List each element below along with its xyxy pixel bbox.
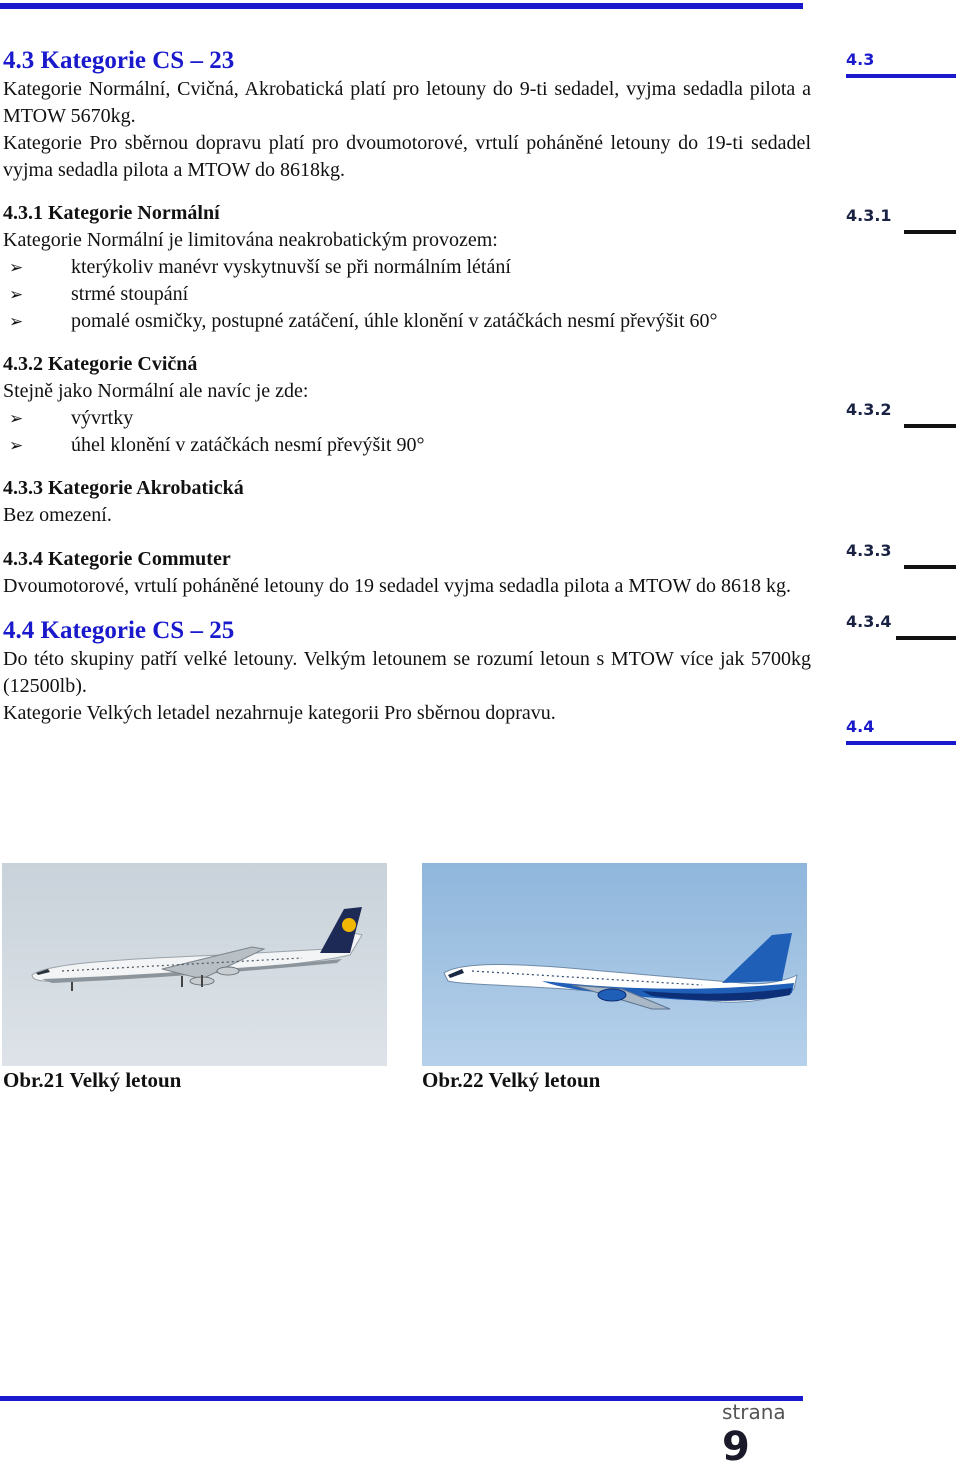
- airplane-photo-2: [422, 863, 807, 1066]
- section-4-3-para-2: Kategorie Pro sběrnou dopravu platí pro dvoumotorové, vrtulí poháněné letouny do 19-ti sedadel vyjma sedadla pilota a MTOW do 8618kg.: [3, 132, 811, 181]
- figure-22-image: [422, 863, 807, 1066]
- arrow-bullet-icon: ➢: [9, 312, 24, 331]
- list-item: ➢ vývrtky: [3, 405, 811, 432]
- list-item: ➢ kterýkoliv manévr vyskytnuvší se při normálním létání: [3, 254, 811, 281]
- section-4-3-2-intro: Stejně jako Normální ale navíc je zde:: [3, 380, 309, 402]
- section-heading-4-3: 4.3 Kategorie CS – 23: [3, 47, 235, 74]
- section-4-3-1-intro: Kategorie Normální je limitována neakrobatickým provozem:: [3, 229, 498, 251]
- figure-21-caption: Obr.21 Velký letoun: [3, 1068, 182, 1092]
- top-rule: [0, 3, 803, 9]
- list-item: ➢ strmé stoupání: [3, 281, 811, 308]
- arrow-bullet-icon: ➢: [9, 409, 24, 428]
- main-content: [3, 46, 811, 727]
- section-4-4-para-2: Kategorie Velkých letadel nezahrnuje kategorii Pro sběrnou dopravu.: [3, 702, 556, 724]
- section-4-4-para-1: Do této skupiny patří velké letouny. Velkým letounem se rozumí letoun s MTOW více jak 5700kg (12500lb).: [3, 648, 811, 697]
- arrow-bullet-icon: ➢: [9, 285, 24, 304]
- sidebar-marker-4-3: 4.3: [846, 50, 956, 78]
- airplane-photo-1: [2, 863, 387, 1066]
- list-item: ➢ pomalé osmičky, postupné zatáčení, úhle klonění v zatáčkách nesmí převýšit 60°: [3, 308, 811, 335]
- section-4-3-4-text: Dvoumotorové, vrtulí poháněné letouny do 19 sedadel vyjma sedadla pilota a MTOW do 8618 kg.: [3, 575, 791, 597]
- section-heading-4-4: 4.4 Kategorie CS – 25: [3, 617, 235, 644]
- sidebar-marker-4-3-3: 4.3.3: [846, 541, 956, 569]
- section-heading-4-3-1: 4.3.1 Kategorie Normální: [3, 202, 220, 224]
- section-heading-4-3-4: 4.3.4 Kategorie Commuter: [3, 548, 231, 570]
- section-4-3-para-1: Kategorie Normální, Cvičná, Akrobatická platí pro letouny do 9-ti sedadel, vyjma sedadla pilota a MTOW 5670kg.: [3, 78, 811, 127]
- list-item: ➢ úhel klonění v zatáčkách nesmí převýšit 90°: [3, 432, 811, 459]
- footer-rule: [0, 1396, 803, 1401]
- figure-22-caption: Obr.22 Velký letoun: [422, 1068, 601, 1092]
- sidebar-marker-4-4: 4.4: [846, 717, 956, 745]
- sidebar-marker-4-3-1: 4.3.1: [846, 206, 956, 234]
- section-4-3-1-list: [3, 254, 811, 335]
- page-number: 9: [722, 1424, 750, 1470]
- section-4-3-3-text: Bez omezení.: [3, 504, 112, 526]
- arrow-bullet-icon: ➢: [9, 436, 24, 455]
- arrow-bullet-icon: ➢: [9, 258, 24, 277]
- figure-21-image: [2, 863, 387, 1066]
- sidebar-marker-4-3-4: 4.3.4: [846, 612, 956, 640]
- sidebar-marker-4-3-2: 4.3.2: [846, 400, 956, 428]
- footer-page-label: strana: [722, 1400, 786, 1424]
- section-heading-4-3-2: 4.3.2 Kategorie Cvičná: [3, 353, 198, 375]
- section-4-3-2-list: [3, 405, 811, 459]
- section-heading-4-3-3: 4.3.3 Kategorie Akrobatická: [3, 477, 244, 499]
